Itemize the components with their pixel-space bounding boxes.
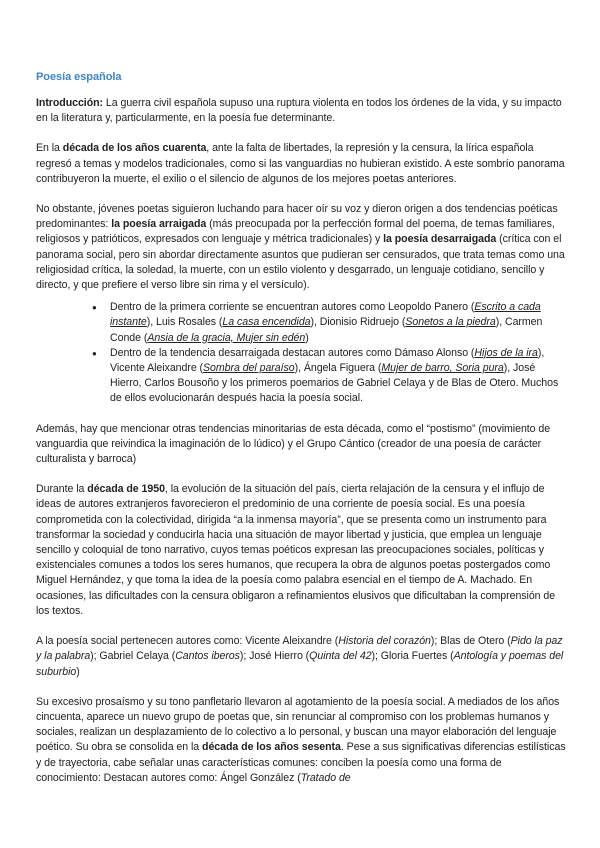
forties-paragraph: En la década de los años cuarenta, ante la falta de libertades, la represión y la censura, la lírica española regresó a temas y modelos tradicionales, como si las vanguardias no hubieran existido. A este sombrío panorama contribuyeron la muerte, el exilio o el silencio de algunos de los mejores poetas anteriores.	[36, 142, 565, 185]
intro-label: Introducción:	[36, 97, 104, 109]
fifties-paragraph: Durante la década de 1950, la evolución de la situación del país, cierta relajación de la censura y el influjo de ideas de autores extranjeros favorecieron el predominio de una corriente de poesía social. Es una poesía comprometida con la colectividad, dirigida “a la inmensa mayoría”, que se presenta como un instrumento para transformar la sociedad y conducirla hacia una situación de mayor libertad y justicia, que emplea un lenguaje sencillo y coloquial de tono narrativo, cuyos temas poéticos expresan las preocupaciones sociales, políticas y existenciales comunes a todos los seres humanos, que recupera la obra de algunos poetas postergados como Miguel Hernández, y que toma la idea de la poesía como palabra esencial en el tiempo de A. Machado. En ocasiones, las dificultades con la censura obligaron a refinamientos elusivos que dificultaban la comprensión de los textos.	[36, 483, 556, 617]
book-link[interactable]: Escrito a cada instante	[110, 301, 541, 329]
book-link[interactable]: Hijos de la ira	[474, 346, 538, 359]
list-item: ● Dentro de la primera corriente se encuentran autores como Leopoldo Panero (Escrito a cada instante), Luis Rosales (La casa encendida), Dionisio Ridruejo (Sonetos a la piedra), Carmen Conde (Ansia de la gracia, Mujer sin edén)	[110, 300, 566, 346]
intro-paragraph: Introducción: La guerra civil española supuso una ruptura violenta en todos los órdenes de la vida, y su impacto en la literatura y, particularmente, en la poesía fue determinante.	[36, 97, 562, 125]
social-poets-paragraph: A la poesía social pertenecen autores como: Vicente Aleixandre (Historia del corazón); Blas de Otero (Pido la paz y la palabra); Gabriel Celaya (Cantos iberos); José Hierro (Quinta del 42); Gloria Fuertes (Antología y poemas del suburbio)	[36, 635, 564, 678]
book-link[interactable]: La casa encendida	[222, 316, 311, 329]
minority-paragraph: Además, hay que mencionar otras tendencias minoritarias de esta década, como el “postismo” (movimiento de vanguardia que reivindica la imaginación de lo lúdico) y el Grupo Cántico (creador de una poesía de carácter culturalista y barroca)	[36, 422, 551, 466]
tendencies-paragraph: No obstante, jóvenes poetas siguieron luchando para hacer oír su voz y dieron origen a dos tendencias poéticas predominantes: la poesía arraigada (más preocupada por la perfección formal del poema, de temas familiares, religiosos y patrióticos, expresados con lenguaje y métrica tradicionales) y la poesía desarraigada (crítica con el panorama social, pero sin abordar directamente asuntos que pudieran ser censurados, que trata temas como una religiosidad crítica, la soledad, la muerte, con un estilo violento y desgarrado, un lenguaje cotidiano, sencillo y directo, y que prefiere el verso libre sin rima y el versículo).	[36, 203, 565, 292]
book-link[interactable]: Mujer de barro, Soria pura	[381, 362, 504, 375]
book-link[interactable]: Ansia de la gracia, Mujer sin edén	[147, 331, 306, 344]
authors-list	[36, 300, 566, 406]
sixties-paragraph: Su excesivo prosaísmo y su tono panfletario llevaron al agotamiento de la poesía social. A mediados de los años cincuenta, aparece un nuevo grupo de poetas que, sin renunciar al compromiso con los problemas humanos y sociales, realizan un desplazamiento de lo colectivo a lo personal, y buscan una mayor elaboración del lenguaje poético. Su obra se consolida en la década de los años sesenta. Pese a sus significativas diferencias estilísticas y de trayectoria, cabe señalar unas características comunes: conciben la poesía como una forma de conocimiento: Destacan autores como: Ángel González (Tratado de	[36, 695, 566, 784]
document-body	[36, 70, 566, 801]
page-title: Poesía española	[36, 71, 122, 83]
book-link[interactable]: Sombra del paraíso	[203, 362, 295, 375]
list-item: ● Dentro de la tendencia desarraigada destacan autores como Dámaso Alonso (Hijos de la ira), Vicente Aleixandre (Sombra del paraíso), Ángela Figuera (Mujer de barro, Soria pura), José Hierro, Carlos Bousoño y los primeros poemarios de Gabriel Celaya y de Blas de Otero. Muchos de ellos evolucionarán después hacia la poesía social.	[110, 346, 566, 407]
book-link[interactable]: Sonetos a la piedra	[405, 316, 496, 329]
